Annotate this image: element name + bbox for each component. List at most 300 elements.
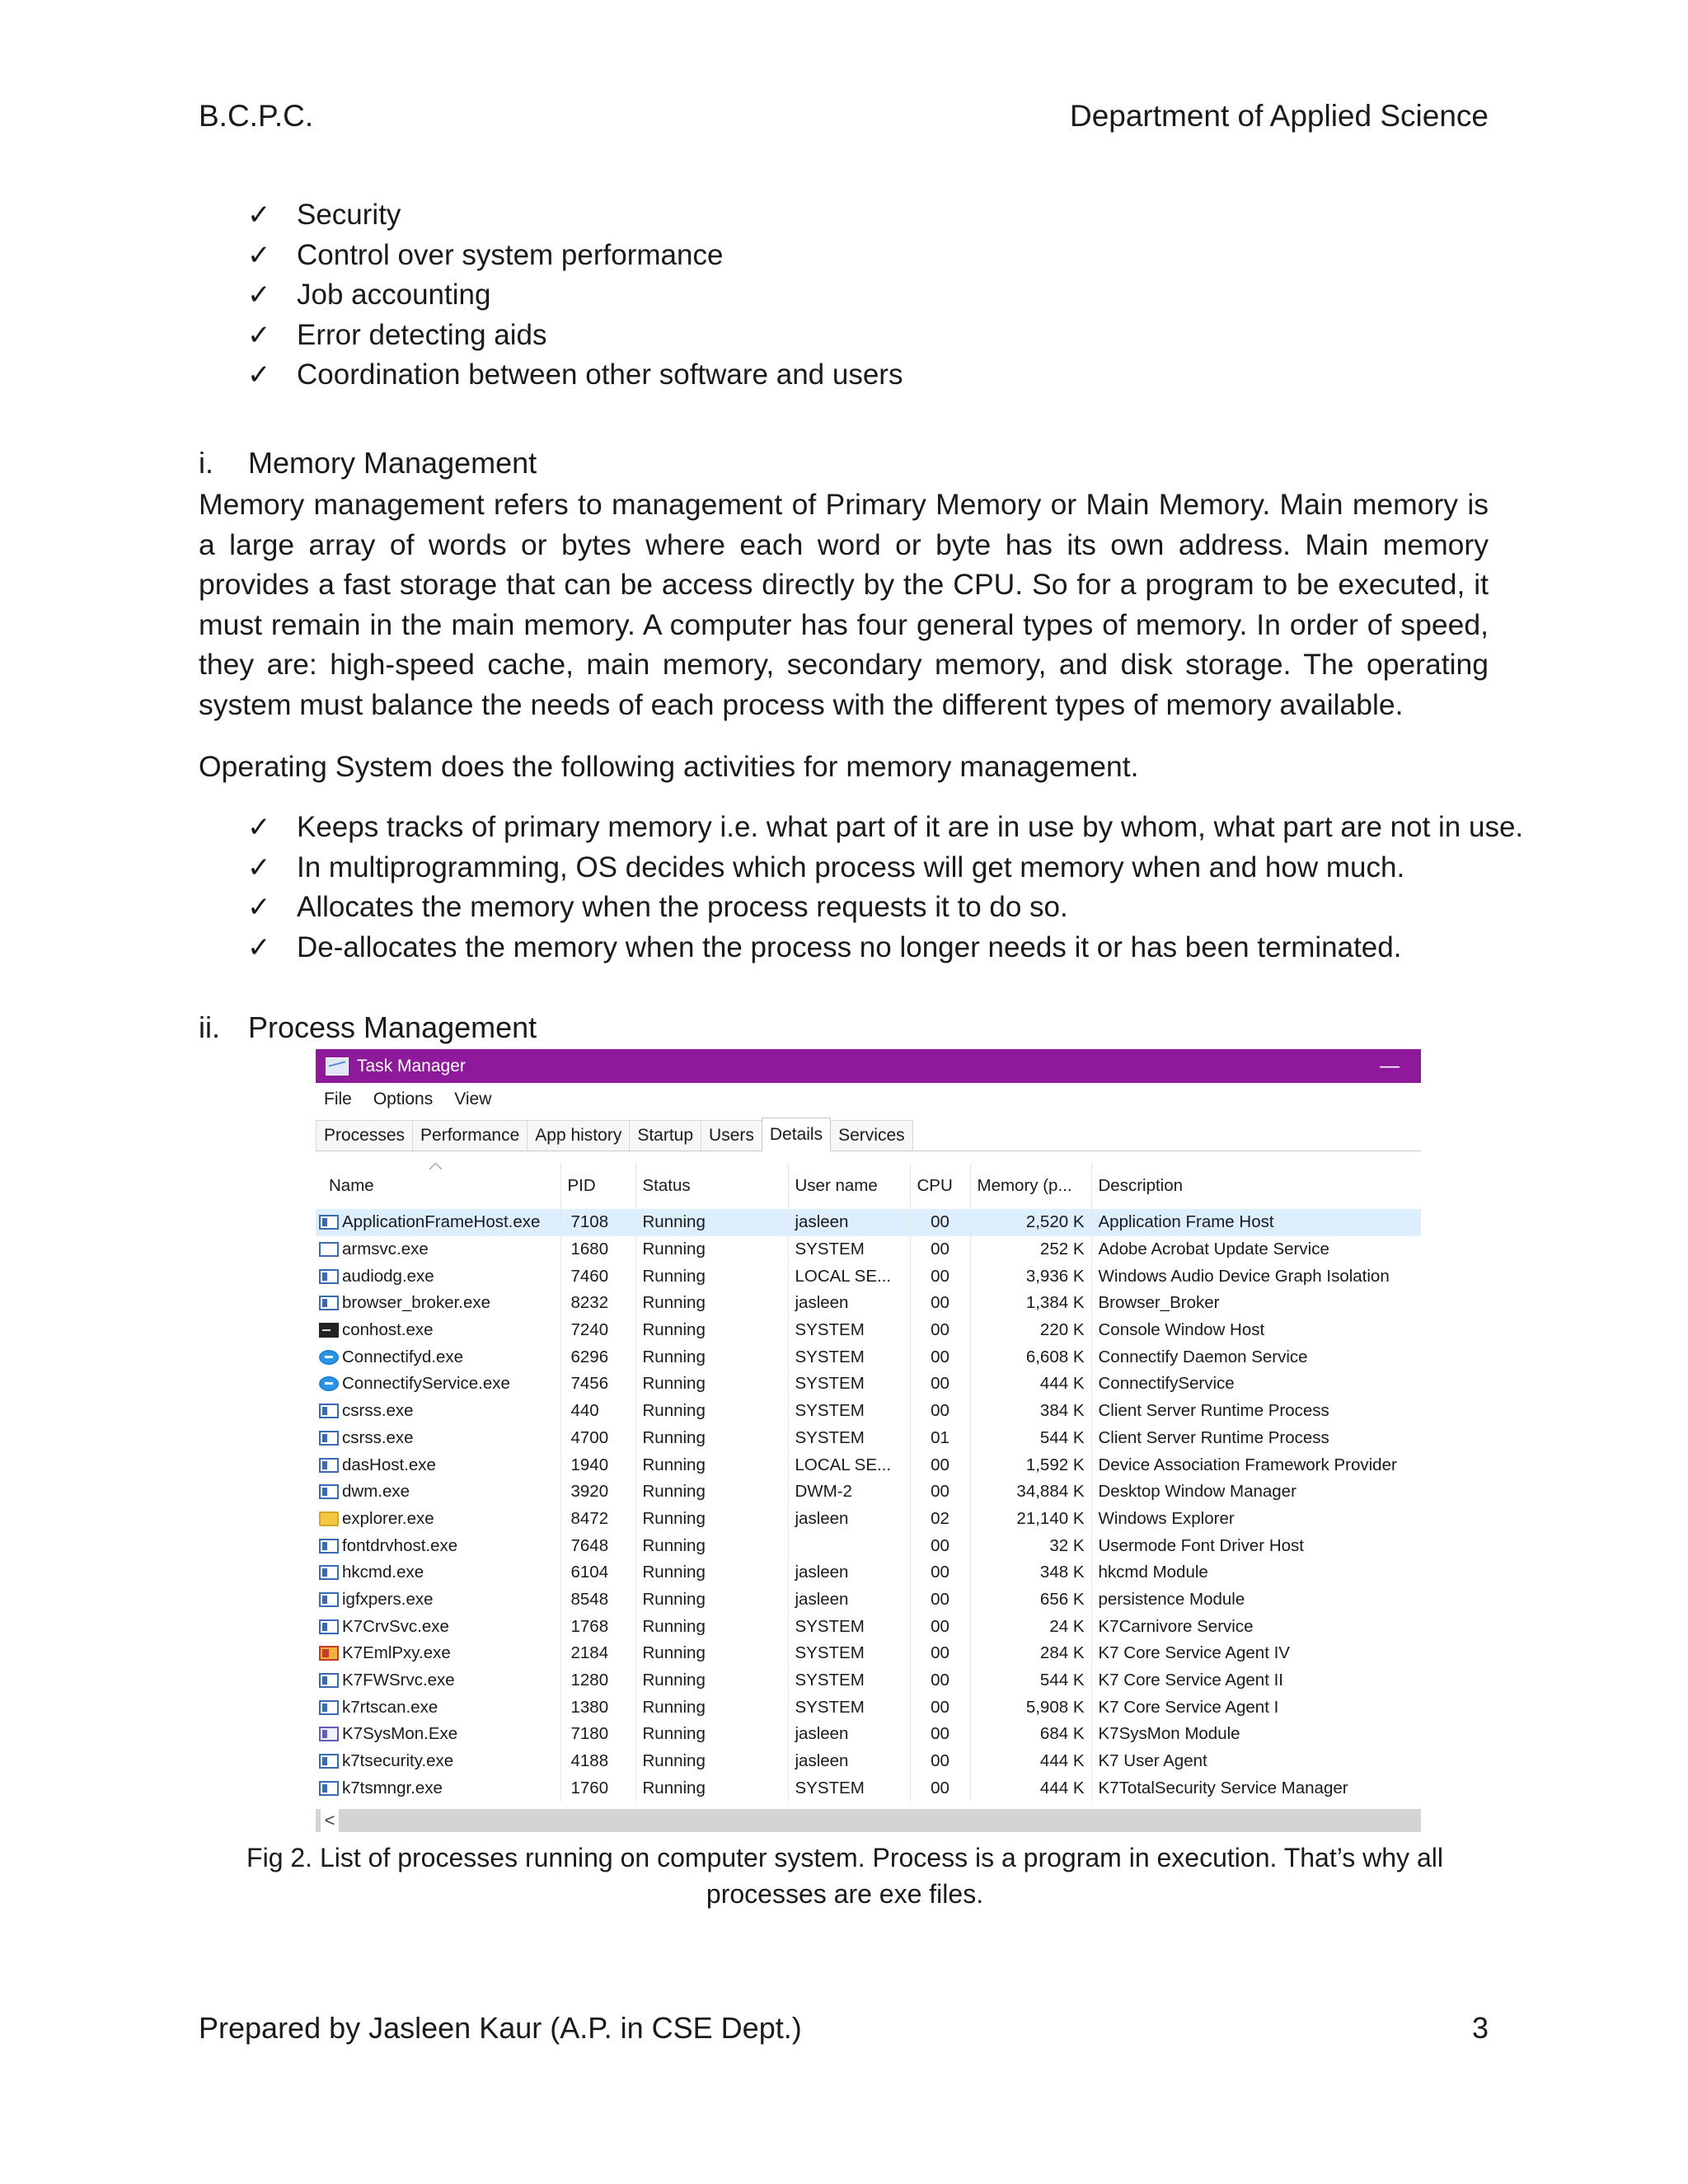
process-name <box>316 1425 560 1452</box>
process-user <box>788 1371 910 1398</box>
process-cpu-text: 00 <box>931 1697 950 1717</box>
process-status <box>635 1371 788 1398</box>
process-memory <box>970 1694 1091 1721</box>
process-user <box>788 1667 910 1694</box>
column-header[interactable]: CPU <box>910 1163 970 1209</box>
process-description <box>1091 1694 1421 1721</box>
process-table <box>316 1163 1421 1802</box>
process-pid <box>560 1586 635 1614</box>
tab-users[interactable]: Users <box>701 1120 762 1151</box>
process-pid <box>560 1290 635 1317</box>
process-cpu <box>910 1532 970 1559</box>
process-name-text: fontdrvhost.exe <box>342 1535 458 1555</box>
process-description-text: K7 Core Service Agent I <box>1098 1697 1279 1717</box>
process-description-text: Client Server Runtime Process <box>1098 1401 1329 1421</box>
process-pid-text: 1380 <box>570 1697 609 1717</box>
process-pid <box>560 1479 635 1506</box>
process-pid <box>560 1343 635 1371</box>
process-name-text: K7EmlPxy.exe <box>342 1643 451 1663</box>
footer-author: Prepared by Jasleen Kaur (A.P. in CSE Dept.) <box>199 2011 802 2045</box>
page-number: 3 <box>1471 2011 1489 2045</box>
process-memory <box>970 1451 1091 1479</box>
process-name <box>316 1667 560 1694</box>
memory-paragraph: Memory management refers to management of Primary Memory or Main Memory. Main memory is a large array of words or bytes where each word or byte has its own address. Main memory provides a fast storage that can be access directly by the CPU. So for a program to be executed, it must remain in the main memory. A computer has four general types of memory. In order of speed, they are: high-speed cache, main memory, secondary memory, and disk storage. The operating system must balance the needs of each process with the different types of memory available. <box>199 488 1489 721</box>
process-user <box>788 1263 910 1290</box>
process-cpu-text: 00 <box>931 1293 950 1313</box>
table-row[interactable] <box>316 1694 1421 1721</box>
process-name <box>316 1586 560 1614</box>
process-name-text: browser_broker.exe <box>342 1293 491 1313</box>
process-memory <box>970 1532 1091 1559</box>
process-pid <box>560 1667 635 1694</box>
process-icon <box>319 1700 339 1715</box>
process-cpu <box>910 1667 970 1694</box>
process-description-text: Desktop Window Manager <box>1098 1482 1296 1502</box>
process-status <box>635 1774 788 1802</box>
table-row[interactable] <box>316 1263 1421 1290</box>
process-cpu <box>910 1290 970 1317</box>
process-memory-text: 220 K <box>1039 1320 1085 1340</box>
menu-options[interactable]: Options <box>373 1090 434 1108</box>
check-item <box>247 275 903 316</box>
process-cpu-text: 01 <box>931 1427 950 1447</box>
process-memory <box>970 1398 1091 1425</box>
process-cpu-text: 00 <box>931 1266 950 1286</box>
process-memory-text: 444 K <box>1039 1374 1085 1394</box>
process-icon <box>319 1592 339 1607</box>
process-memory-text: 348 K <box>1039 1563 1085 1582</box>
process-memory-text: 444 K <box>1039 1778 1085 1797</box>
process-status-text: Running <box>642 1616 706 1636</box>
process-name-text: armsvc.exe <box>342 1240 429 1259</box>
process-memory <box>970 1667 1091 1694</box>
process-user-text: jasleen <box>795 1212 849 1232</box>
process-description <box>1091 1236 1421 1263</box>
process-status-text: Running <box>642 1347 706 1366</box>
process-name <box>316 1317 560 1344</box>
process-cpu-text: 02 <box>931 1508 950 1528</box>
process-description <box>1091 1263 1421 1290</box>
process-memory <box>970 1236 1091 1263</box>
process-description <box>1091 1451 1421 1479</box>
process-status <box>635 1343 788 1371</box>
process-user <box>788 1451 910 1479</box>
process-user <box>788 1290 910 1317</box>
process-icon <box>319 1484 339 1499</box>
table-row[interactable] <box>316 1559 1421 1586</box>
process-name-text: explorer.exe <box>342 1508 434 1528</box>
process-cpu-text: 00 <box>931 1778 950 1797</box>
process-status <box>635 1532 788 1559</box>
table-row[interactable] <box>316 1236 1421 1263</box>
process-memory <box>970 1748 1091 1775</box>
process-pid <box>560 1209 635 1236</box>
process-name-text: ConnectifyService.exe <box>342 1374 510 1394</box>
process-name <box>316 1640 560 1667</box>
process-name <box>316 1613 560 1640</box>
process-cpu <box>910 1451 970 1479</box>
process-description <box>1091 1398 1421 1425</box>
tab-services[interactable]: Services <box>830 1120 913 1151</box>
tab-app-history[interactable]: App history <box>527 1120 630 1151</box>
process-name-text: K7CrvSvc.exe <box>342 1616 449 1636</box>
process-memory <box>970 1425 1091 1452</box>
process-cpu <box>910 1317 970 1344</box>
process-cpu <box>910 1640 970 1667</box>
process-name <box>316 1774 560 1802</box>
process-user-text: jasleen <box>795 1508 849 1528</box>
process-pid-text: 8472 <box>570 1508 609 1528</box>
process-description <box>1091 1343 1421 1371</box>
process-memory <box>970 1479 1091 1506</box>
checkmark-icon: ✓ <box>247 318 271 352</box>
process-description <box>1091 1640 1421 1667</box>
process-pid <box>560 1398 635 1425</box>
process-name-text: audiodg.exe <box>342 1266 434 1286</box>
process-description <box>1091 1317 1421 1344</box>
process-cpu <box>910 1774 970 1802</box>
checkmark-icon: ✓ <box>247 891 271 925</box>
table-row[interactable] <box>316 1506 1421 1533</box>
process-cpu <box>910 1613 970 1640</box>
table-row[interactable] <box>316 1317 1421 1344</box>
process-user <box>788 1694 910 1721</box>
process-pid <box>560 1425 635 1452</box>
process-status-text: Running <box>642 1508 706 1528</box>
process-icon <box>319 1404 339 1418</box>
process-memory-text: 284 K <box>1039 1643 1085 1663</box>
process-description-text: ConnectifyService <box>1098 1374 1235 1394</box>
process-user-text: jasleen <box>795 1589 849 1609</box>
process-memory-text: 1,384 K <box>1025 1293 1085 1313</box>
process-status <box>635 1425 788 1452</box>
process-status-text: Running <box>642 1751 706 1771</box>
process-status <box>635 1506 788 1533</box>
process-pid-text: 7648 <box>570 1535 609 1555</box>
check-item-text: De-allocates the memory when the process no longer needs it or has been terminated. <box>297 930 1402 963</box>
checkmark-icon: ✓ <box>247 238 271 272</box>
process-user-text: SYSTEM <box>795 1778 865 1797</box>
process-status <box>635 1559 788 1586</box>
process-description <box>1091 1425 1421 1452</box>
scroll-left-icon[interactable]: < <box>321 1809 339 1832</box>
process-pid-text: 1280 <box>570 1671 609 1690</box>
process-pid <box>560 1451 635 1479</box>
process-memory <box>970 1290 1091 1317</box>
process-pid-text: 7240 <box>570 1320 609 1340</box>
process-pid <box>560 1371 635 1398</box>
process-description-text: Connectify Daemon Service <box>1098 1347 1308 1366</box>
column-header[interactable]: Memory (p... <box>970 1163 1091 1209</box>
process-description-text: K7Carnivore Service <box>1098 1616 1254 1636</box>
process-pid <box>560 1613 635 1640</box>
process-name <box>316 1479 560 1506</box>
process-user <box>788 1721 910 1748</box>
section-1-number: i. <box>199 446 213 480</box>
table-row[interactable] <box>316 1209 1421 1236</box>
process-pid <box>560 1263 635 1290</box>
table-row[interactable] <box>316 1586 1421 1614</box>
process-pid <box>560 1532 635 1559</box>
process-cpu-text: 00 <box>931 1482 950 1502</box>
process-icon <box>319 1539 339 1554</box>
process-user <box>788 1317 910 1344</box>
tab-processes[interactable]: Processes <box>316 1120 413 1151</box>
memory-activities <box>247 808 1523 968</box>
process-user <box>788 1640 910 1667</box>
process-name-text: K7SysMon.Exe <box>342 1724 458 1744</box>
menu-file[interactable]: File <box>324 1090 352 1108</box>
column-header[interactable]: PID <box>560 1163 635 1209</box>
process-pid <box>560 1774 635 1802</box>
intro-checklist <box>247 195 903 396</box>
table-row[interactable] <box>316 1640 1421 1667</box>
table-row[interactable] <box>316 1290 1421 1317</box>
process-description-text: K7SysMon Module <box>1098 1724 1240 1744</box>
process-icon <box>319 1781 339 1796</box>
process-description-text: Windows Audio Device Graph Isolation <box>1098 1266 1390 1286</box>
check-item <box>247 928 1523 968</box>
process-status <box>635 1451 788 1479</box>
check-item <box>247 848 1523 888</box>
process-cpu <box>910 1479 970 1506</box>
process-icon <box>319 1431 339 1446</box>
process-status <box>635 1667 788 1694</box>
process-pid <box>560 1236 635 1263</box>
process-pid <box>560 1640 635 1667</box>
process-description <box>1091 1748 1421 1775</box>
check-item-text: Job accounting <box>297 279 491 312</box>
connectify-icon <box>319 1350 339 1365</box>
process-description <box>1091 1667 1421 1694</box>
process-memory-text: 544 K <box>1039 1671 1085 1690</box>
process-cpu <box>910 1506 970 1533</box>
process-cpu <box>910 1748 970 1775</box>
process-cpu <box>910 1236 970 1263</box>
process-cpu-text: 00 <box>931 1320 950 1340</box>
process-status-text: Running <box>642 1374 706 1394</box>
check-item-text: Error detecting aids <box>297 318 547 351</box>
process-name-text: k7tsmngr.exe <box>342 1778 443 1797</box>
process-user-text: jasleen <box>795 1724 849 1744</box>
process-memory <box>970 1640 1091 1667</box>
horizontal-scrollbar[interactable] <box>316 1809 1421 1832</box>
process-user-text: SYSTEM <box>795 1697 865 1717</box>
process-description-text: Client Server Runtime Process <box>1098 1427 1329 1447</box>
process-name <box>316 1263 560 1290</box>
table-row[interactable] <box>316 1343 1421 1371</box>
table-row[interactable] <box>316 1479 1421 1506</box>
process-status <box>635 1748 788 1775</box>
check-item-text: Keeps tracks of primary memory i.e. what part of it are in use by whom, what part are not in use. <box>297 811 1524 843</box>
process-cpu <box>910 1559 970 1586</box>
process-user <box>788 1398 910 1425</box>
process-status-text: Running <box>642 1589 706 1609</box>
process-description <box>1091 1586 1421 1614</box>
process-pid-text: 7460 <box>570 1266 609 1286</box>
section-1-title: Memory Management <box>248 446 537 480</box>
column-header[interactable]: Description <box>1091 1163 1421 1209</box>
process-memory <box>970 1371 1091 1398</box>
process-description-text: K7 Core Service Agent II <box>1098 1671 1283 1690</box>
process-status-text: Running <box>642 1643 706 1663</box>
process-description-text: Device Association Framework Provider <box>1098 1455 1397 1474</box>
process-cpu-text: 00 <box>931 1240 950 1259</box>
process-status <box>635 1290 788 1317</box>
process-pid-text: 1760 <box>570 1778 609 1797</box>
process-memory-text: 656 K <box>1039 1589 1085 1609</box>
process-pid-text: 4700 <box>570 1427 609 1447</box>
process-description <box>1091 1774 1421 1802</box>
table-row[interactable] <box>316 1425 1421 1452</box>
table-row[interactable] <box>316 1371 1421 1398</box>
process-status-text: Running <box>642 1563 706 1582</box>
process-memory <box>970 1774 1091 1802</box>
header-left: B.C.P.C. <box>199 99 314 133</box>
table-row[interactable] <box>316 1748 1421 1775</box>
table-row[interactable] <box>316 1774 1421 1802</box>
process-user-text: SYSTEM <box>795 1616 865 1636</box>
process-cpu-text: 00 <box>931 1616 950 1636</box>
process-description <box>1091 1532 1421 1559</box>
process-status <box>635 1398 788 1425</box>
checkmark-icon: ✓ <box>247 851 271 884</box>
process-memory-text: 2,520 K <box>1025 1212 1085 1232</box>
process-status <box>635 1721 788 1748</box>
process-memory <box>970 1343 1091 1371</box>
process-description-text: Console Window Host <box>1098 1320 1265 1340</box>
process-status-text: Running <box>642 1482 706 1502</box>
process-cpu-text: 00 <box>931 1671 950 1690</box>
process-user-text: jasleen <box>795 1751 849 1771</box>
process-status <box>635 1586 788 1614</box>
process-user <box>788 1774 910 1802</box>
check-item-text: Allocates the memory when the process requests it to do so. <box>297 891 1068 924</box>
process-pid <box>560 1559 635 1586</box>
process-status-text: Running <box>642 1724 706 1744</box>
checkmark-icon: ✓ <box>247 199 271 232</box>
process-name <box>316 1694 560 1721</box>
table-row[interactable] <box>316 1451 1421 1479</box>
folder-icon <box>319 1511 339 1526</box>
check-item <box>247 316 903 356</box>
table-header-row <box>316 1163 1421 1209</box>
process-description-text: K7 User Agent <box>1098 1751 1207 1771</box>
process-status <box>635 1317 788 1344</box>
table-row[interactable] <box>316 1613 1421 1640</box>
table-row[interactable] <box>316 1398 1421 1425</box>
process-status-text: Running <box>642 1671 706 1690</box>
process-status-text: Running <box>642 1401 706 1421</box>
process-pid-text: 1940 <box>570 1455 609 1474</box>
process-memory-text: 684 K <box>1039 1724 1085 1744</box>
process-cpu <box>910 1343 970 1371</box>
process-user-text: SYSTEM <box>795 1320 865 1340</box>
process-name-text: k7rtscan.exe <box>342 1697 438 1717</box>
process-status <box>635 1613 788 1640</box>
menu-view[interactable]: View <box>454 1090 492 1108</box>
tab-details[interactable]: Details <box>762 1118 831 1151</box>
process-user <box>788 1613 910 1640</box>
process-name <box>316 1559 560 1586</box>
process-name <box>316 1506 560 1533</box>
process-description-text: hkcmd Module <box>1098 1563 1208 1582</box>
process-pid-text: 4188 <box>570 1751 609 1771</box>
check-item-text: In multiprogramming, OS decides which process will get memory when and how much. <box>297 851 1405 883</box>
process-description-text: K7TotalSecurity Service Manager <box>1098 1778 1348 1797</box>
process-icon <box>319 1673 339 1688</box>
process-user-text: SYSTEM <box>795 1401 865 1421</box>
process-pid <box>560 1721 635 1748</box>
tab-performance[interactable]: Performance <box>412 1120 528 1151</box>
process-description <box>1091 1209 1421 1236</box>
process-status-text: Running <box>642 1778 706 1797</box>
column-header[interactable]: Name <box>316 1163 560 1209</box>
table-row[interactable] <box>316 1667 1421 1694</box>
process-name <box>316 1748 560 1775</box>
table-row[interactable] <box>316 1721 1421 1748</box>
minimize-icon[interactable]: — <box>1380 1054 1400 1077</box>
process-description <box>1091 1371 1421 1398</box>
task-manager-icon <box>326 1057 349 1076</box>
process-memory-text: 5,908 K <box>1025 1697 1085 1717</box>
process-pid-text: 7180 <box>570 1724 609 1744</box>
process-name <box>316 1371 560 1398</box>
column-header[interactable]: Status <box>635 1163 788 1209</box>
check-item <box>247 236 903 276</box>
process-pid <box>560 1748 635 1775</box>
process-user <box>788 1586 910 1614</box>
process-cpu <box>910 1721 970 1748</box>
tab-startup[interactable]: Startup <box>629 1120 701 1151</box>
process-status <box>635 1694 788 1721</box>
process-name-text: csrss.exe <box>342 1427 414 1447</box>
task-manager-title: Task Manager <box>357 1056 466 1076</box>
check-item-text: Control over system performance <box>297 238 724 271</box>
check-item-text: Security <box>297 199 401 231</box>
process-user <box>788 1559 910 1586</box>
process-memory-text: 24 K <box>1049 1616 1085 1636</box>
process-user-text: SYSTEM <box>795 1671 865 1690</box>
process-status <box>635 1236 788 1263</box>
process-icon <box>319 1269 339 1284</box>
process-cpu-text: 00 <box>931 1401 950 1421</box>
connectify-icon <box>319 1376 339 1391</box>
app-frame-icon <box>319 1215 339 1230</box>
column-header[interactable]: User name <box>788 1163 910 1209</box>
process-status-text: Running <box>642 1427 706 1447</box>
process-status-text: Running <box>642 1320 706 1340</box>
task-manager-titlebar <box>316 1049 1421 1083</box>
process-description <box>1091 1613 1421 1640</box>
process-cpu-text: 00 <box>931 1751 950 1771</box>
table-row[interactable] <box>316 1532 1421 1559</box>
process-pid <box>560 1506 635 1533</box>
process-name-text: dwm.exe <box>342 1482 410 1502</box>
process-pid-text: 6104 <box>570 1563 609 1582</box>
process-pid-text: 6296 <box>570 1347 609 1366</box>
process-pid-text: 2184 <box>570 1643 609 1663</box>
process-cpu <box>910 1694 970 1721</box>
process-cpu-text: 00 <box>931 1589 950 1609</box>
process-status-text: Running <box>642 1535 706 1555</box>
process-cpu-text: 00 <box>931 1643 950 1663</box>
process-name <box>316 1451 560 1479</box>
process-name <box>316 1398 560 1425</box>
process-user-text: LOCAL SE... <box>795 1266 892 1286</box>
process-user-text: LOCAL SE... <box>795 1455 892 1474</box>
process-status <box>635 1479 788 1506</box>
